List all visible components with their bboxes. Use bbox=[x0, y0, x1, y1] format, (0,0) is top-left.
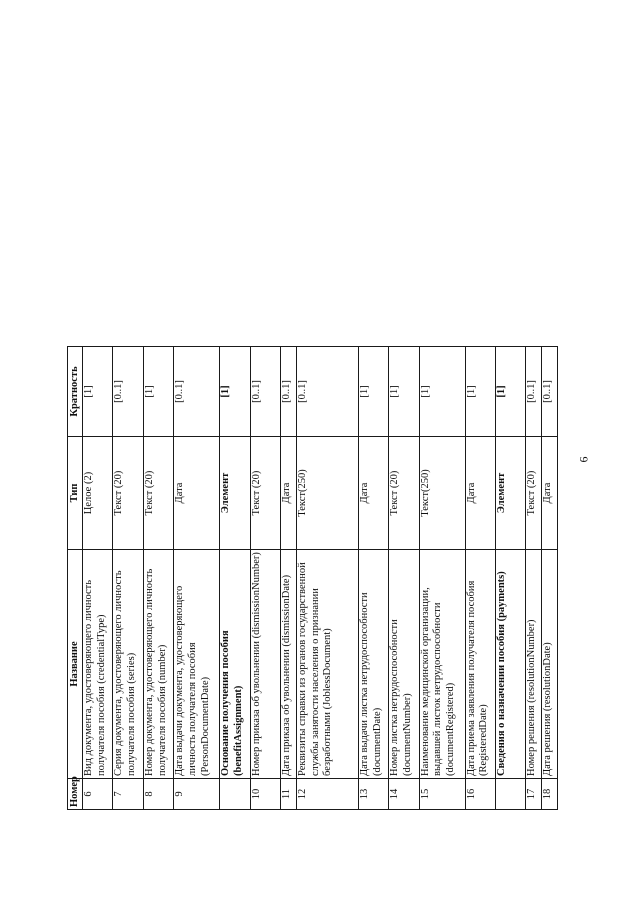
cell-number: 7 bbox=[113, 779, 143, 810]
table-row bbox=[389, 347, 419, 810]
cell-multiplicity: [0..1] bbox=[113, 347, 143, 437]
table-row bbox=[358, 347, 388, 810]
header-multiplicity: Кратность bbox=[68, 347, 83, 437]
cell-number: 12 bbox=[296, 779, 358, 810]
table-row bbox=[113, 347, 143, 810]
table-row bbox=[465, 347, 495, 810]
cell-name: Дата выдачи документа, удостоверяющего личность получателя пособия (PersonDocumentDate) bbox=[174, 550, 220, 779]
cell-type: Целое (2) bbox=[83, 437, 113, 550]
header-type: Тип bbox=[68, 437, 83, 550]
cell-name: Дата выдачи листка нетрудоспособности (documentDate) bbox=[358, 550, 388, 779]
cell-number: 17 bbox=[526, 779, 542, 810]
table-row bbox=[281, 347, 297, 810]
cell-type: Текст(250) bbox=[296, 437, 358, 550]
rotated-table-wrapper bbox=[67, 347, 558, 810]
cell-name: Номер документа, удостоверяющего личность получателя пособия (number) bbox=[143, 550, 173, 779]
table-row bbox=[220, 347, 250, 810]
cell-multiplicity: [1] bbox=[220, 347, 250, 437]
cell-name: Номер листка нетрудоспособности (documentNumber) bbox=[389, 550, 419, 779]
header-row bbox=[68, 347, 83, 810]
cell-name: Дата приказа об увольнении (dismissionDate) bbox=[281, 550, 297, 779]
cell-number: 11 bbox=[281, 779, 297, 810]
cell-number: 8 bbox=[143, 779, 173, 810]
table-row bbox=[250, 347, 280, 810]
cell-multiplicity: [1] bbox=[465, 347, 495, 437]
cell-multiplicity: [0..1] bbox=[296, 347, 358, 437]
header-name: Название bbox=[68, 550, 83, 779]
cell-type: Текст (20) bbox=[250, 437, 280, 550]
cell-type: Элемент bbox=[496, 437, 526, 550]
cell-type: Дата bbox=[174, 437, 220, 550]
cell-type: Текст (20) bbox=[526, 437, 542, 550]
header-number: Номер bbox=[68, 779, 83, 810]
table-row bbox=[419, 347, 465, 810]
cell-number bbox=[496, 779, 526, 810]
table-row bbox=[542, 347, 558, 810]
cell-name: Серия документа, удостоверяющего личность получателя пособия (series) bbox=[113, 550, 143, 779]
cell-type: Дата bbox=[358, 437, 388, 550]
cell-type: Текст(250) bbox=[419, 437, 465, 550]
table-body bbox=[83, 347, 558, 810]
cell-name: Основание получения пособия (benefitAssignment) bbox=[220, 550, 250, 779]
cell-multiplicity: [0..1] bbox=[250, 347, 280, 437]
cell-number: 18 bbox=[542, 779, 558, 810]
cell-name: Наименование медицинской организации, выдавшей листок нетрудоспособности (documentRegistered) bbox=[419, 550, 465, 779]
cell-multiplicity: [1] bbox=[83, 347, 113, 437]
cell-type: Дата bbox=[465, 437, 495, 550]
cell-name: Дата решения (resolutionDate) bbox=[542, 550, 558, 779]
cell-type: Текст (20) bbox=[143, 437, 173, 550]
table-row bbox=[143, 347, 173, 810]
cell-multiplicity: [0..1] bbox=[281, 347, 297, 437]
cell-name: Сведения о назначении пособия (payments) bbox=[496, 550, 526, 779]
table-row bbox=[174, 347, 220, 810]
cell-multiplicity: [1] bbox=[496, 347, 526, 437]
cell-type: Дата bbox=[542, 437, 558, 550]
cell-number: 15 bbox=[419, 779, 465, 810]
cell-multiplicity: [1] bbox=[419, 347, 465, 437]
spec-table bbox=[67, 346, 558, 810]
cell-name: Дата приема заявления получателя пособия (RegisteredDate) bbox=[465, 550, 495, 779]
cell-name: Номер решения (resolutionNumber) bbox=[526, 550, 542, 779]
table-row bbox=[496, 347, 526, 810]
cell-multiplicity: [0..1] bbox=[526, 347, 542, 437]
cell-number bbox=[220, 779, 250, 810]
table-row bbox=[296, 347, 358, 810]
cell-name: Реквизиты справки из органов государственной службы занятости населения о признании безработными (JoblessDocument) bbox=[296, 550, 358, 779]
page-number: 6 bbox=[576, 456, 591, 463]
cell-number: 13 bbox=[358, 779, 388, 810]
cell-number: 14 bbox=[389, 779, 419, 810]
cell-type: Текст (20) bbox=[113, 437, 143, 550]
cell-number: 16 bbox=[465, 779, 495, 810]
table-row bbox=[526, 347, 542, 810]
cell-multiplicity: [0..1] bbox=[174, 347, 220, 437]
cell-multiplicity: [1] bbox=[358, 347, 388, 437]
cell-name: Номер приказа об увольнении (dismissionNumber) bbox=[250, 550, 280, 779]
table-row bbox=[83, 347, 113, 810]
cell-number: 10 bbox=[250, 779, 280, 810]
cell-multiplicity: [1] bbox=[143, 347, 173, 437]
cell-type: Элемент bbox=[220, 437, 250, 550]
cell-multiplicity: [0..1] bbox=[542, 347, 558, 437]
cell-name: Вид документа, удостоверяющего личность получателя пособия (credentialType) bbox=[83, 550, 113, 779]
cell-number: 6 bbox=[83, 779, 113, 810]
cell-type: Текст (20) bbox=[389, 437, 419, 550]
cell-multiplicity: [1] bbox=[389, 347, 419, 437]
cell-number: 9 bbox=[174, 779, 220, 810]
cell-type: Дата bbox=[281, 437, 297, 550]
